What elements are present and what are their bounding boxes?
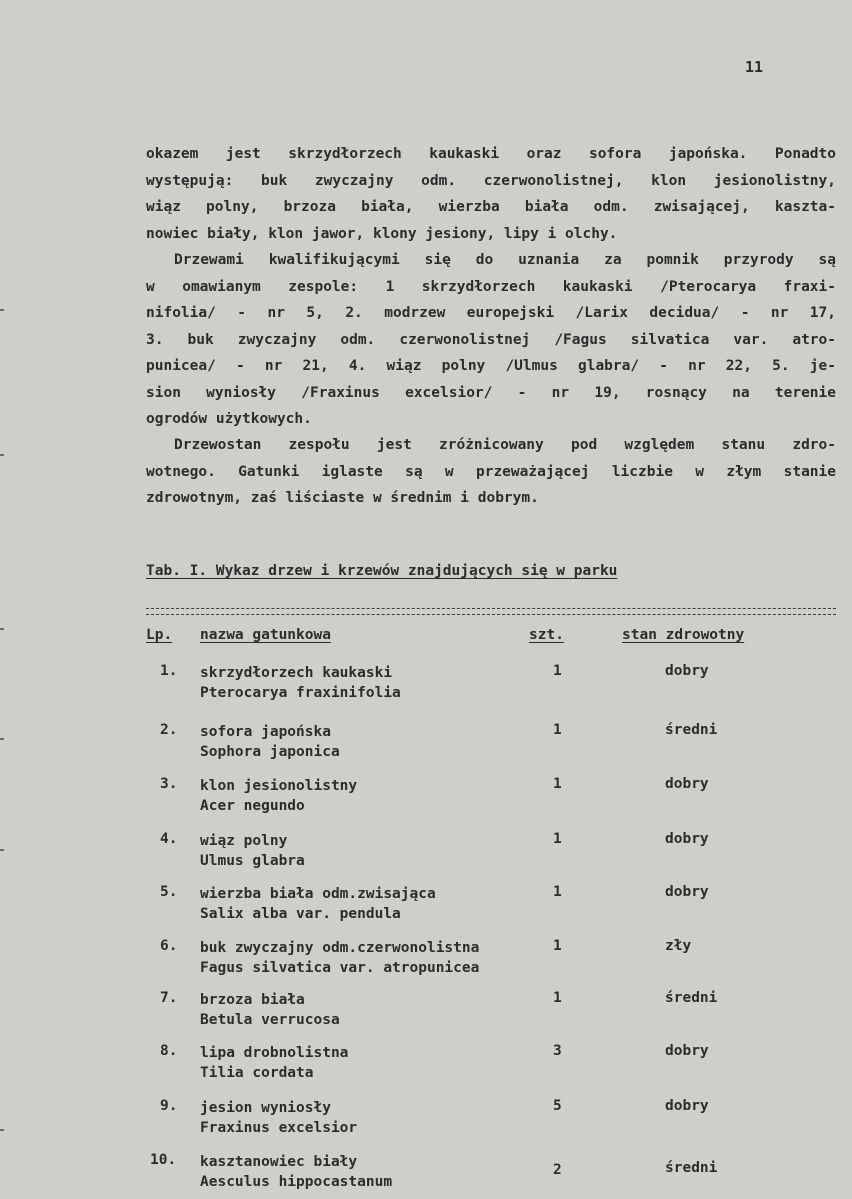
row-name bbox=[200, 1043, 348, 1083]
text-line: wiąz polny, brzoza biała, wierzba biała odm. zwisającej, kaszta- bbox=[146, 199, 836, 215]
text-line: Drzewostan zespołu jest zróżnicowany pod względem stanu zdro- bbox=[174, 437, 836, 453]
species-polish: buk zwyczajny odm.czerwonolistna bbox=[200, 940, 480, 956]
row-qty: 1 bbox=[553, 938, 562, 954]
species-latin: Fagus silvatica var. atropunicea bbox=[200, 960, 480, 976]
row-qty: 1 bbox=[553, 884, 562, 900]
row-qty: 2 bbox=[553, 1162, 562, 1178]
row-state: średni bbox=[665, 1160, 718, 1176]
header-name: nazwa gatunkowa bbox=[200, 627, 331, 643]
row-qty: 3 bbox=[553, 1043, 562, 1059]
row-qty: 1 bbox=[553, 831, 562, 847]
row-lp: 1. bbox=[160, 663, 178, 679]
row-state: zły bbox=[665, 938, 692, 954]
row-state: dobry bbox=[665, 663, 709, 679]
paragraph-2 bbox=[146, 247, 836, 433]
text-line: zdrowotnym, zaś liściaste w średnim i dobrym. bbox=[146, 490, 539, 506]
row-lp: 3. bbox=[160, 776, 178, 792]
species-polish: skrzydłorzech kaukaski bbox=[200, 665, 393, 681]
species-latin: Betula verrucosa bbox=[200, 1012, 340, 1028]
row-qty: 1 bbox=[553, 663, 562, 679]
header-state: stan zdrowotny bbox=[622, 627, 745, 643]
species-latin: Aesculus hippocastanum bbox=[200, 1174, 393, 1190]
text-line: w omawianym zespole: 1 skrzydłorzech kaukaski /Pterocarya fraxi- bbox=[146, 278, 836, 295]
row-name bbox=[200, 663, 401, 703]
row-name bbox=[200, 1152, 392, 1192]
row-lp: 4. bbox=[160, 831, 178, 847]
row-lp: 10. bbox=[150, 1152, 177, 1168]
text-line: wotnego. Gatunki iglaste są w przeważającej liczbie w złym stanie bbox=[146, 463, 836, 480]
header-qty: szt. bbox=[529, 627, 564, 643]
paragraph-3 bbox=[146, 432, 836, 512]
species-polish: wierzba biała odm.zwisająca bbox=[200, 886, 436, 902]
row-state: dobry bbox=[665, 1098, 709, 1114]
row-state: dobry bbox=[665, 776, 709, 792]
row-name bbox=[200, 938, 479, 978]
text-line: Drzewami kwalifikującymi się do uznania za pomnik przyrody są bbox=[174, 252, 836, 268]
row-state: dobry bbox=[665, 884, 709, 900]
row-qty: 1 bbox=[553, 776, 562, 792]
species-latin: Salix alba var. pendula bbox=[200, 906, 401, 922]
row-lp: 2. bbox=[160, 722, 178, 738]
row-qty: 1 bbox=[553, 722, 562, 738]
row-name bbox=[200, 722, 340, 762]
table-top-rule bbox=[146, 608, 836, 609]
scan-mark bbox=[0, 1129, 4, 1131]
text-line: punicea/ - nr 21, 4. wiąz polny /Ulmus glabra/ - nr 22, 5. je- bbox=[146, 358, 836, 374]
scan-mark bbox=[0, 628, 4, 630]
row-state: średni bbox=[665, 990, 718, 1006]
text-line: 3. buk zwyczajny odm. czerwonolistnej /Fagus silvatica var. atro- bbox=[146, 331, 836, 348]
text-line: nifolia/ - nr 5, 2. modrzew europejski /Larix decidua/ - nr 17, bbox=[146, 305, 836, 321]
text-line: sion wyniosły /Fraxinus excelsior/ - nr 19, rosnący na terenie bbox=[146, 384, 836, 401]
text-line: występują: buk zwyczajny odm. czerwonolistnej, klon jesionolistny, bbox=[146, 172, 836, 189]
species-polish: lipa drobnolistna bbox=[200, 1045, 349, 1061]
row-name bbox=[200, 884, 436, 924]
species-polish: jesion wyniosły bbox=[200, 1100, 331, 1116]
header-lp: Lp. bbox=[146, 627, 173, 643]
species-latin: Ulmus glabra bbox=[200, 853, 305, 869]
row-state: średni bbox=[665, 722, 718, 738]
row-lp: 8. bbox=[160, 1043, 178, 1059]
scan-mark bbox=[0, 849, 4, 851]
scan-mark bbox=[0, 309, 4, 311]
page-number: 11 bbox=[745, 58, 764, 76]
row-name bbox=[200, 776, 357, 816]
table-title: Tab. I. Wykaz drzew i krzewów znajdujących się w parku bbox=[146, 563, 618, 579]
species-latin: Fraxinus excelsior bbox=[200, 1120, 358, 1136]
row-lp: 6. bbox=[160, 938, 178, 954]
text-line: nowiec biały, klon jawor, klony jesiony, lipy i olchy. bbox=[146, 225, 618, 242]
text-line: okazem jest skrzydłorzech kaukaski oraz sofora japońska. Ponadto bbox=[146, 146, 836, 162]
species-polish: sofora japońska bbox=[200, 724, 331, 740]
row-state: dobry bbox=[665, 831, 709, 847]
text-line: ogrodów użytkowych. bbox=[146, 411, 312, 427]
species-polish: wiąz polny bbox=[200, 833, 288, 849]
species-latin: Acer negundo bbox=[200, 798, 305, 814]
row-name bbox=[200, 990, 340, 1030]
species-polish: klon jesionolistny bbox=[200, 778, 358, 794]
row-lp: 9. bbox=[160, 1098, 178, 1114]
row-name bbox=[200, 831, 305, 871]
row-qty: 5 bbox=[553, 1098, 562, 1114]
species-latin: Pterocarya fraxinifolia bbox=[200, 685, 401, 701]
species-polish: kasztanowiec biały bbox=[200, 1154, 358, 1170]
paragraph-1 bbox=[146, 141, 836, 247]
row-lp: 7. bbox=[160, 990, 178, 1006]
table-top-rule-2 bbox=[146, 614, 836, 615]
row-qty: 1 bbox=[553, 990, 562, 1006]
scan-mark bbox=[0, 738, 4, 740]
species-latin: Tilia cordata bbox=[200, 1065, 314, 1081]
row-lp: 5. bbox=[160, 884, 178, 900]
scan-mark bbox=[0, 454, 4, 456]
species-latin: Sophora japonica bbox=[200, 744, 340, 760]
row-name bbox=[200, 1098, 357, 1138]
row-state: dobry bbox=[665, 1043, 709, 1059]
species-polish: brzoza biała bbox=[200, 992, 305, 1008]
